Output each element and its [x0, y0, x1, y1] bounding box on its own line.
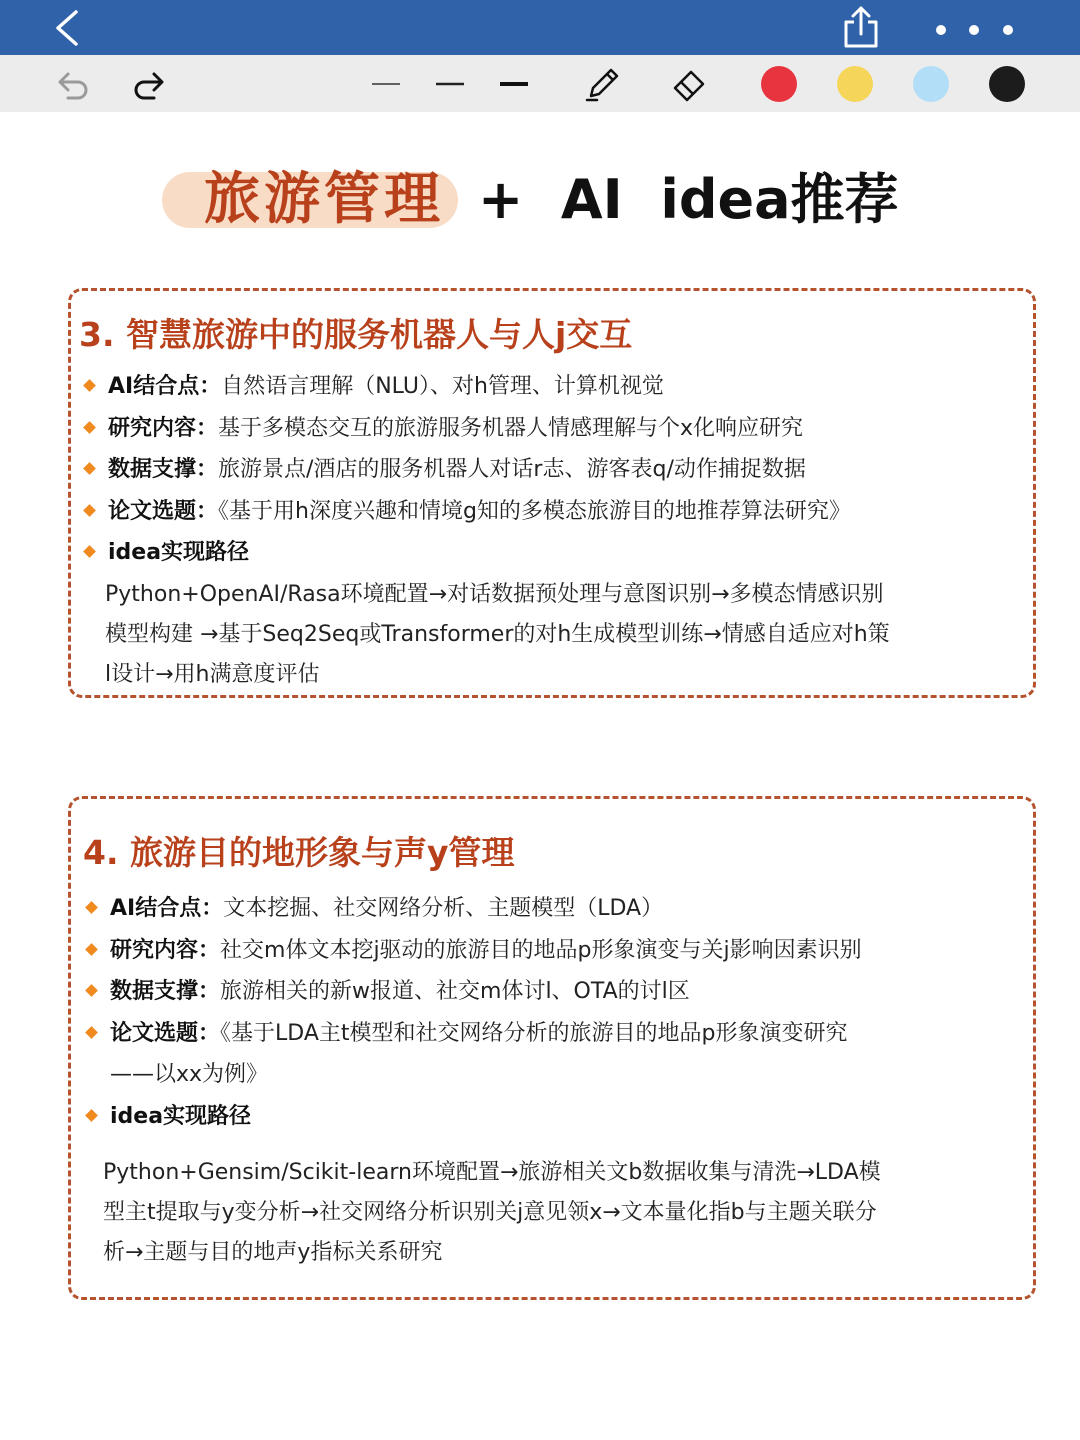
- list-item-continuation: ——以xx为例》: [110, 1062, 269, 1087]
- path-line: Python+Gensim/Scikit-learn环境配置→旅游相关文b数据收集与清洗→LDA模: [103, 1160, 881, 1185]
- path-line: 析→主题与目的地声y指标关系研究: [103, 1240, 443, 1265]
- list-item: AI结合点：文本挖掘、社交网络分析、主题模型（LDA）: [87, 893, 663, 925]
- diamond-bullet-icon: [85, 1026, 98, 1039]
- list-item: 论文选题：《基于LDA主t模型和社交网络分析的旅游目的地品p形象演变研究: [87, 1018, 847, 1050]
- section-title: 4. 旅游目的地形象与声y管理: [83, 833, 515, 872]
- list-item: 数据支撑：旅游相关的新w报道、社交m体讨l、OTA的讨l区: [87, 976, 690, 1008]
- path-line: 模型构建 →基于Seq2Seq或Transformer的对h生成模型训练→情感自适应对h策: [105, 622, 890, 647]
- list-item: AI结合点：自然语言理解（NLU）、对h管理、计算机视觉: [85, 371, 664, 403]
- redo-icon[interactable]: [128, 55, 172, 112]
- diamond-bullet-icon: [83, 504, 96, 517]
- list-item: 数据支撑：旅游景点/酒店的服务机器人对话r志、游客表q/动作捕捉数据: [85, 454, 806, 486]
- diamond-bullet-icon: [83, 545, 96, 558]
- list-item: 研究内容：基于多模态交互的旅游服务机器人情感理解与个x化响应研究: [85, 413, 803, 445]
- stroke-thick-icon[interactable]: [496, 55, 532, 112]
- diamond-bullet-icon: [85, 943, 98, 956]
- path-line: l设计→用h满意度评估: [105, 662, 320, 687]
- list-item: idea实现路径: [87, 1101, 251, 1133]
- list-item: idea实现路径: [85, 537, 249, 569]
- color-black-swatch[interactable]: [989, 66, 1025, 102]
- diamond-bullet-icon: [85, 901, 98, 914]
- back-icon[interactable]: [48, 10, 88, 46]
- list-item: 论文选题：《基于用h深度兴趣和情境g知的多模态旅游目的地推荐算法研究》: [85, 496, 851, 528]
- stroke-thin-icon[interactable]: [368, 55, 404, 112]
- diamond-bullet-icon: [85, 984, 98, 997]
- eraser-icon[interactable]: [666, 55, 712, 112]
- annotation-toolbar: [0, 55, 1080, 112]
- top-nav-bar: [0, 0, 1080, 55]
- diamond-bullet-icon: [83, 379, 96, 392]
- diamond-bullet-icon: [83, 421, 96, 434]
- path-line: 型主t提取与y变分析→社交网络分析识别关j意见领x→文本量化指b与主题关联分: [103, 1200, 877, 1225]
- more-options-icon[interactable]: [928, 20, 1018, 40]
- share-icon[interactable]: [840, 4, 882, 50]
- title-rest-text: + AI idea推荐: [478, 168, 899, 231]
- stroke-medium-icon[interactable]: [432, 55, 468, 112]
- pen-icon[interactable]: [580, 55, 626, 112]
- color-red-swatch[interactable]: [761, 66, 797, 102]
- page-title: [0, 160, 1080, 240]
- section-card-3: [68, 288, 1036, 698]
- title-highlight-text: 旅游管理: [204, 167, 444, 232]
- section-title: 3. 智慧旅游中的服务机器人与人j交互: [79, 315, 633, 354]
- list-item: 研究内容：社交m体文本挖j驱动的旅游目的地品p形象演变与关j影响因素识别: [87, 935, 862, 967]
- color-yellow-swatch[interactable]: [837, 66, 873, 102]
- diamond-bullet-icon: [83, 462, 96, 475]
- undo-icon[interactable]: [50, 55, 94, 112]
- diamond-bullet-icon: [85, 1109, 98, 1122]
- color-blue-swatch[interactable]: [913, 66, 949, 102]
- section-card-4: [68, 796, 1036, 1300]
- path-line: Python+OpenAI/Rasa环境配置→对话数据预处理与意图识别→多模态情感识别: [105, 582, 884, 607]
